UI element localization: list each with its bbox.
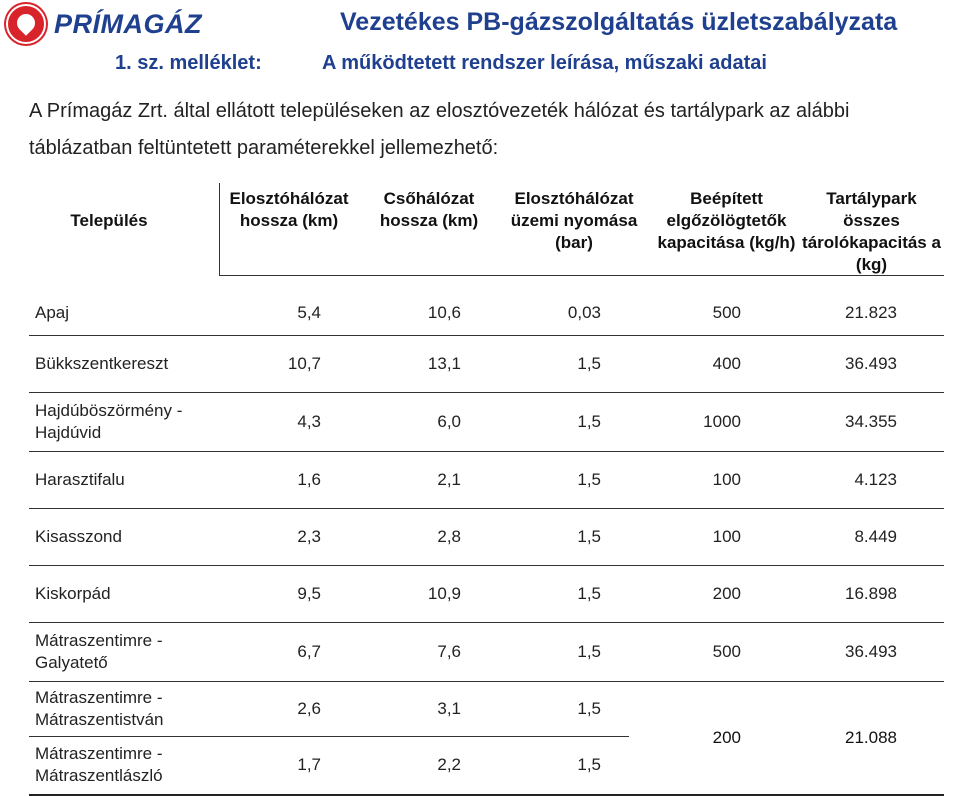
settlements-table	[29, 183, 944, 796]
cell-pres: 1,5	[577, 755, 601, 774]
cell-tank: 4.123	[854, 470, 897, 489]
cell-evap: 400	[712, 354, 741, 373]
cell-pipe: 13,1	[427, 354, 461, 373]
cell-pipe: 7,6	[437, 642, 461, 661]
cell-pipe: 2,2	[437, 755, 461, 774]
cell-pipe: 6,0	[437, 412, 461, 431]
intro-paragraph: A Prímagáz Zrt. által ellátott településeken az elosztóvezeték hálózat és tartálypark az alábbi táblázatban feltüntetett paraméterekkel jellemezhető:	[29, 100, 850, 159]
cell-tank: 8.449	[854, 527, 897, 546]
header-rule	[219, 275, 944, 276]
table-row	[29, 623, 944, 682]
cell-pres: 1,5	[577, 699, 601, 718]
cell-name: Hajdúböszörmény - Hajdúvid	[35, 401, 183, 442]
header-settlement: Település	[70, 211, 148, 230]
cell-pres: 0,03	[567, 302, 601, 322]
cell-name: Mátraszentimre - Galyatető	[35, 631, 163, 672]
table-row	[29, 393, 944, 452]
table-row	[29, 452, 944, 509]
cell-pres: 1,5	[577, 470, 601, 489]
cell-pres: 1,5	[577, 642, 601, 661]
table-body	[29, 290, 944, 796]
header-network-length: Elosztóhálózat hossza (km)	[229, 189, 349, 230]
table-row	[29, 509, 944, 566]
table-row	[29, 290, 944, 336]
cell-evap: 100	[712, 527, 741, 546]
cell-evap: 200	[712, 584, 741, 603]
cell-len: 10,7	[287, 354, 321, 373]
partial-row-rule	[29, 736, 629, 737]
table-row	[29, 336, 944, 393]
header-operating-pressure: Elosztóhálózat üzemi nyomása (bar)	[510, 189, 638, 252]
cell-name: Harasztifalu	[35, 470, 125, 489]
cell-tank: 36.493	[845, 354, 897, 373]
cell-len: 5,4	[297, 302, 321, 322]
cell-len: 9,5	[297, 584, 321, 603]
cell-len: 1,7	[297, 755, 321, 774]
cell-pipe: 3,1	[437, 699, 461, 718]
cell-pres: 1,5	[577, 412, 601, 431]
logo-text: PRÍMAGÁZ	[54, 8, 202, 39]
cell-len: 1,6	[297, 470, 321, 489]
cell-evap-merged: 200	[712, 728, 741, 747]
cell-name: Mátraszentimre - Mátraszentlászló	[35, 744, 163, 785]
cell-pipe: 2,8	[437, 527, 461, 546]
cell-name: Apaj	[35, 302, 70, 322]
cell-tank: 16.898	[845, 584, 897, 603]
cell-len: 2,6	[297, 699, 321, 718]
cell-evap: 500	[712, 642, 741, 661]
cell-len: 6,7	[297, 642, 321, 661]
cell-tank: 21.823	[845, 302, 897, 322]
primagaz-logo	[6, 4, 202, 44]
annex-label: 1. sz. melléklet:	[115, 52, 262, 74]
table-header	[29, 183, 944, 290]
cell-name: Kisasszond	[35, 527, 122, 546]
cell-name: Bükkszentkereszt	[35, 354, 169, 373]
header-pipe-length: Csőhálózat hossza (km)	[379, 189, 479, 230]
cell-evap: 1000	[703, 412, 741, 431]
cell-pres: 1,5	[577, 584, 601, 603]
cell-pres: 1,5	[577, 527, 601, 546]
cell-name: Mátraszentimre - Mátraszentistván	[35, 688, 164, 729]
cell-tank: 34.355	[845, 412, 897, 431]
header-evaporator-capacity: Beépített elgőzölögtetők kapacitása (kg/h)	[657, 189, 796, 252]
document-subtitle: A működtetett rendszer leírása, műszaki adatai	[322, 52, 767, 74]
cell-pipe: 2,1	[437, 470, 461, 489]
cell-pipe: 10,9	[427, 584, 461, 603]
document-title: Vezetékes PB-gázszolgáltatás üzletszabályzata	[340, 8, 898, 36]
cell-len: 4,3	[297, 412, 321, 431]
table-row	[29, 566, 944, 623]
cell-evap: 500	[712, 302, 741, 322]
header-tank-capacity: Tartálypark összes tárolókapacitás a (kg)	[802, 189, 941, 274]
cell-len: 2,3	[297, 527, 321, 546]
cell-pipe: 10,6	[427, 302, 461, 322]
cell-name: Kiskorpád	[35, 584, 111, 603]
cell-tank-merged: 21.088	[845, 728, 897, 747]
cell-tank: 36.493	[845, 642, 897, 661]
cell-evap: 100	[712, 470, 741, 489]
cell-pres: 1,5	[577, 354, 601, 373]
flame-logo-icon	[6, 4, 46, 44]
